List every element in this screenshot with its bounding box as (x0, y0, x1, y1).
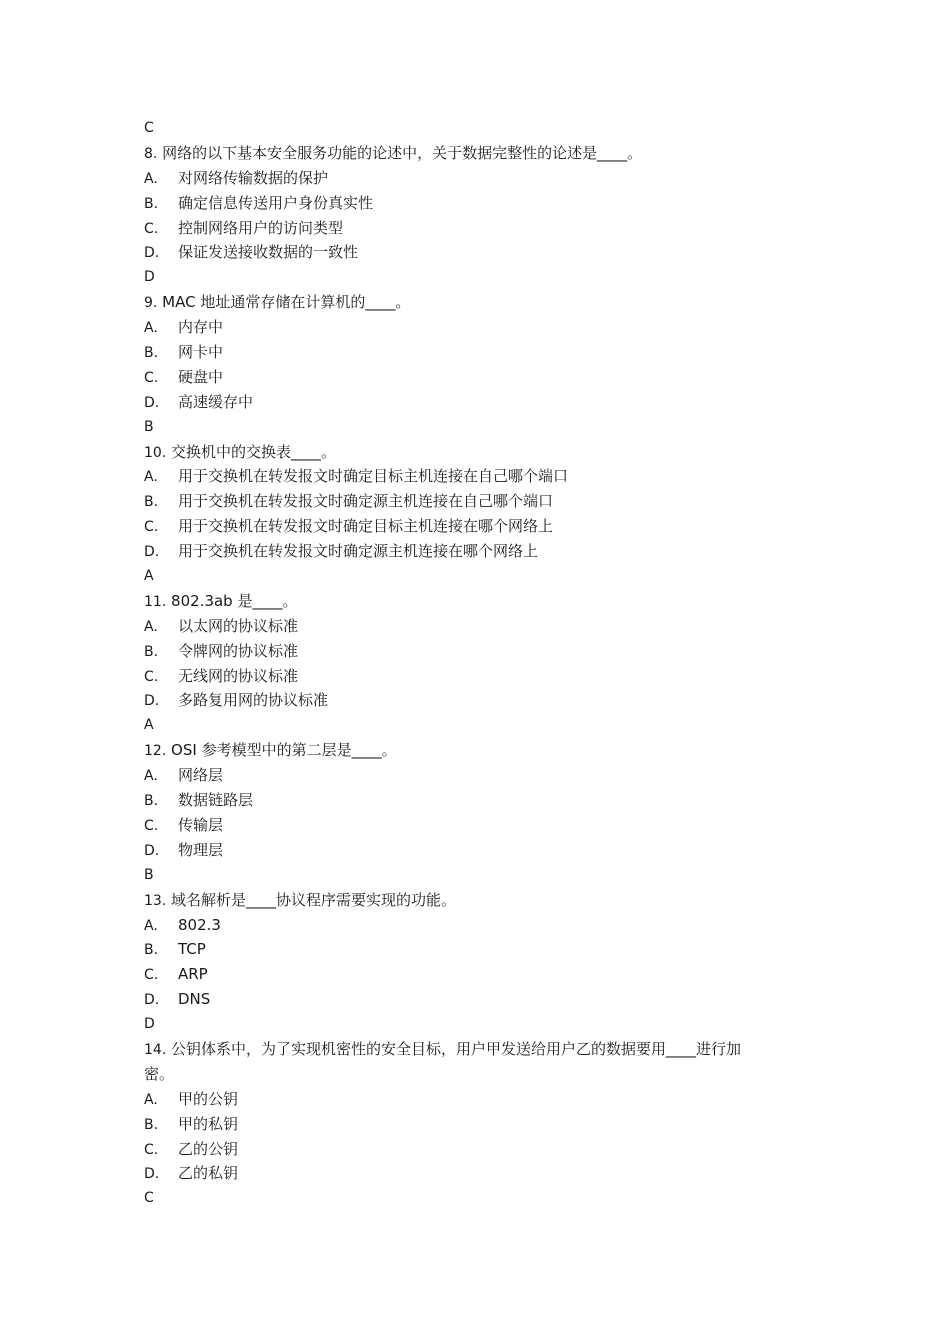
option-text: 甲的私钥 (178, 1114, 239, 1133)
question-text: MAC 地址通常存储在计算机的____。 (162, 293, 411, 312)
question-text: 交换机中的交换表____。 (171, 442, 337, 461)
option-text: 硬盘中 (178, 367, 224, 386)
lead-answer: C (144, 120, 154, 136)
option-text: 用于交换机在转发报文时确定目标主机连接在自己哪个端口 (178, 467, 569, 486)
option-item (144, 166, 814, 191)
option-letter: C. (144, 220, 159, 237)
question-number: 9. (144, 295, 158, 312)
option-letter: B. (144, 1116, 159, 1133)
option-item (144, 937, 814, 962)
answer-key: C (144, 1190, 154, 1207)
option-item (144, 315, 814, 340)
option-letter: C. (144, 817, 159, 834)
question-block (144, 589, 814, 738)
question-stem (144, 738, 814, 763)
option-item (144, 688, 814, 713)
option-letter: D. (144, 245, 160, 262)
option-text: 高速缓存中 (178, 392, 254, 411)
option-item (144, 464, 814, 489)
question-block (144, 290, 814, 439)
question-stem (144, 1037, 814, 1062)
question-block (144, 888, 814, 1037)
option-item (144, 191, 814, 216)
option-item (144, 639, 814, 664)
option-letter: D. (144, 544, 160, 561)
question-stem (144, 141, 814, 166)
question-block (144, 1037, 814, 1211)
question-stem (144, 589, 814, 614)
question-number: 8. (144, 145, 158, 162)
option-letter: B. (144, 643, 159, 660)
option-item (144, 1161, 814, 1186)
option-item (144, 1112, 814, 1137)
option-item (144, 1087, 814, 1112)
option-item (144, 539, 814, 564)
option-item (144, 340, 814, 365)
answer-key: A (144, 568, 154, 585)
option-item (144, 664, 814, 689)
option-item (144, 913, 814, 938)
question-number: 10. (144, 444, 167, 461)
option-letter: B. (144, 345, 159, 362)
option-item (144, 240, 814, 265)
option-text: 网卡中 (178, 343, 224, 362)
option-letter: A. (144, 917, 158, 934)
option-text: 乙的私钥 (178, 1164, 239, 1183)
option-item (144, 489, 814, 514)
question-text: 公钥体系中，为了实现机密性的安全目标，用户甲发送给用户乙的数据要用____进行加 (171, 1039, 742, 1058)
option-item (144, 390, 814, 415)
answer-key: B (144, 418, 154, 435)
option-text: 数据链路层 (178, 791, 254, 810)
option-letter: C. (144, 668, 159, 685)
option-item (144, 614, 814, 639)
option-text: 对网络传输数据的保护 (178, 168, 329, 187)
option-text: 802.3 (178, 915, 221, 934)
question-text: 802.3ab 是____。 (171, 591, 298, 610)
question-number: 13. (144, 892, 167, 909)
option-letter: A. (144, 618, 158, 635)
option-item (144, 813, 814, 838)
option-text: 用于交换机在转发报文时确定目标主机连接在哪个网络上 (178, 517, 554, 536)
option-letter: C. (144, 519, 159, 536)
option-text: 多路复用网的协议标准 (178, 691, 329, 710)
option-letter: A. (144, 768, 158, 785)
answer-key: B (144, 866, 154, 883)
option-letter: A. (144, 320, 158, 337)
question-stem (144, 440, 814, 465)
question-block (144, 440, 814, 589)
question-text-continuation: 密。 (144, 1064, 175, 1083)
option-text: 用于交换机在转发报文时确定源主机连接在哪个网络上 (178, 542, 539, 561)
option-text: 保证发送接收数据的一致性 (178, 243, 359, 262)
option-item (144, 987, 814, 1012)
option-text: 以太网的协议标准 (178, 616, 299, 635)
option-item (144, 514, 814, 539)
option-text: 用于交换机在转发报文时确定源主机连接在自己哪个端口 (178, 492, 554, 511)
option-text: 乙的公钥 (178, 1139, 239, 1158)
option-item (144, 838, 814, 863)
option-letter: D. (144, 1166, 160, 1183)
option-letter: B. (144, 793, 159, 810)
option-text: 网络层 (178, 766, 224, 785)
option-letter: A. (144, 1091, 158, 1108)
option-letter: C. (144, 1141, 159, 1158)
option-letter: A. (144, 170, 158, 187)
answer-key: D (144, 1016, 155, 1033)
question-text: OSI 参考模型中的第二层是____。 (171, 741, 397, 760)
option-text: ARP (178, 965, 208, 984)
option-item (144, 216, 814, 241)
option-text: DNS (178, 990, 211, 1009)
option-text: 控制网络用户的访问类型 (178, 218, 344, 237)
option-text: 甲的公钥 (178, 1089, 239, 1108)
option-item (144, 962, 814, 987)
option-letter: C. (144, 369, 159, 386)
question-block (144, 141, 814, 290)
option-letter: B. (144, 494, 159, 511)
document-body (144, 116, 814, 1211)
option-letter: D. (144, 992, 160, 1009)
question-text: 网络的以下基本安全服务功能的论述中，关于数据完整性的论述是____。 (162, 143, 643, 162)
option-item (144, 763, 814, 788)
question-number: 11. (144, 593, 167, 610)
question-block (144, 738, 814, 887)
option-item (144, 1137, 814, 1162)
option-text: 确定信息传送用户身份真实性 (178, 193, 374, 212)
question-stem (144, 290, 814, 315)
option-text: 传输层 (178, 815, 224, 834)
question-number: 12. (144, 743, 167, 760)
option-text: 令牌网的协议标准 (178, 641, 299, 660)
option-letter: D. (144, 394, 160, 411)
option-item (144, 365, 814, 390)
option-text: 内存中 (178, 318, 224, 337)
option-letter: C. (144, 967, 159, 984)
option-letter: D. (144, 842, 160, 859)
answer-key: A (144, 717, 154, 734)
question-text: 域名解析是____协议程序需要实现的功能。 (171, 890, 457, 909)
question-stem (144, 888, 814, 913)
option-letter: D. (144, 693, 160, 710)
option-text: 无线网的协议标准 (178, 666, 299, 685)
question-number: 14. (144, 1041, 167, 1058)
option-letter: B. (144, 942, 159, 959)
option-letter: A. (144, 469, 158, 486)
answer-key: D (144, 269, 155, 286)
option-text: TCP (178, 940, 206, 959)
option-letter: B. (144, 195, 159, 212)
option-item (144, 788, 814, 813)
option-text: 物理层 (178, 840, 224, 859)
